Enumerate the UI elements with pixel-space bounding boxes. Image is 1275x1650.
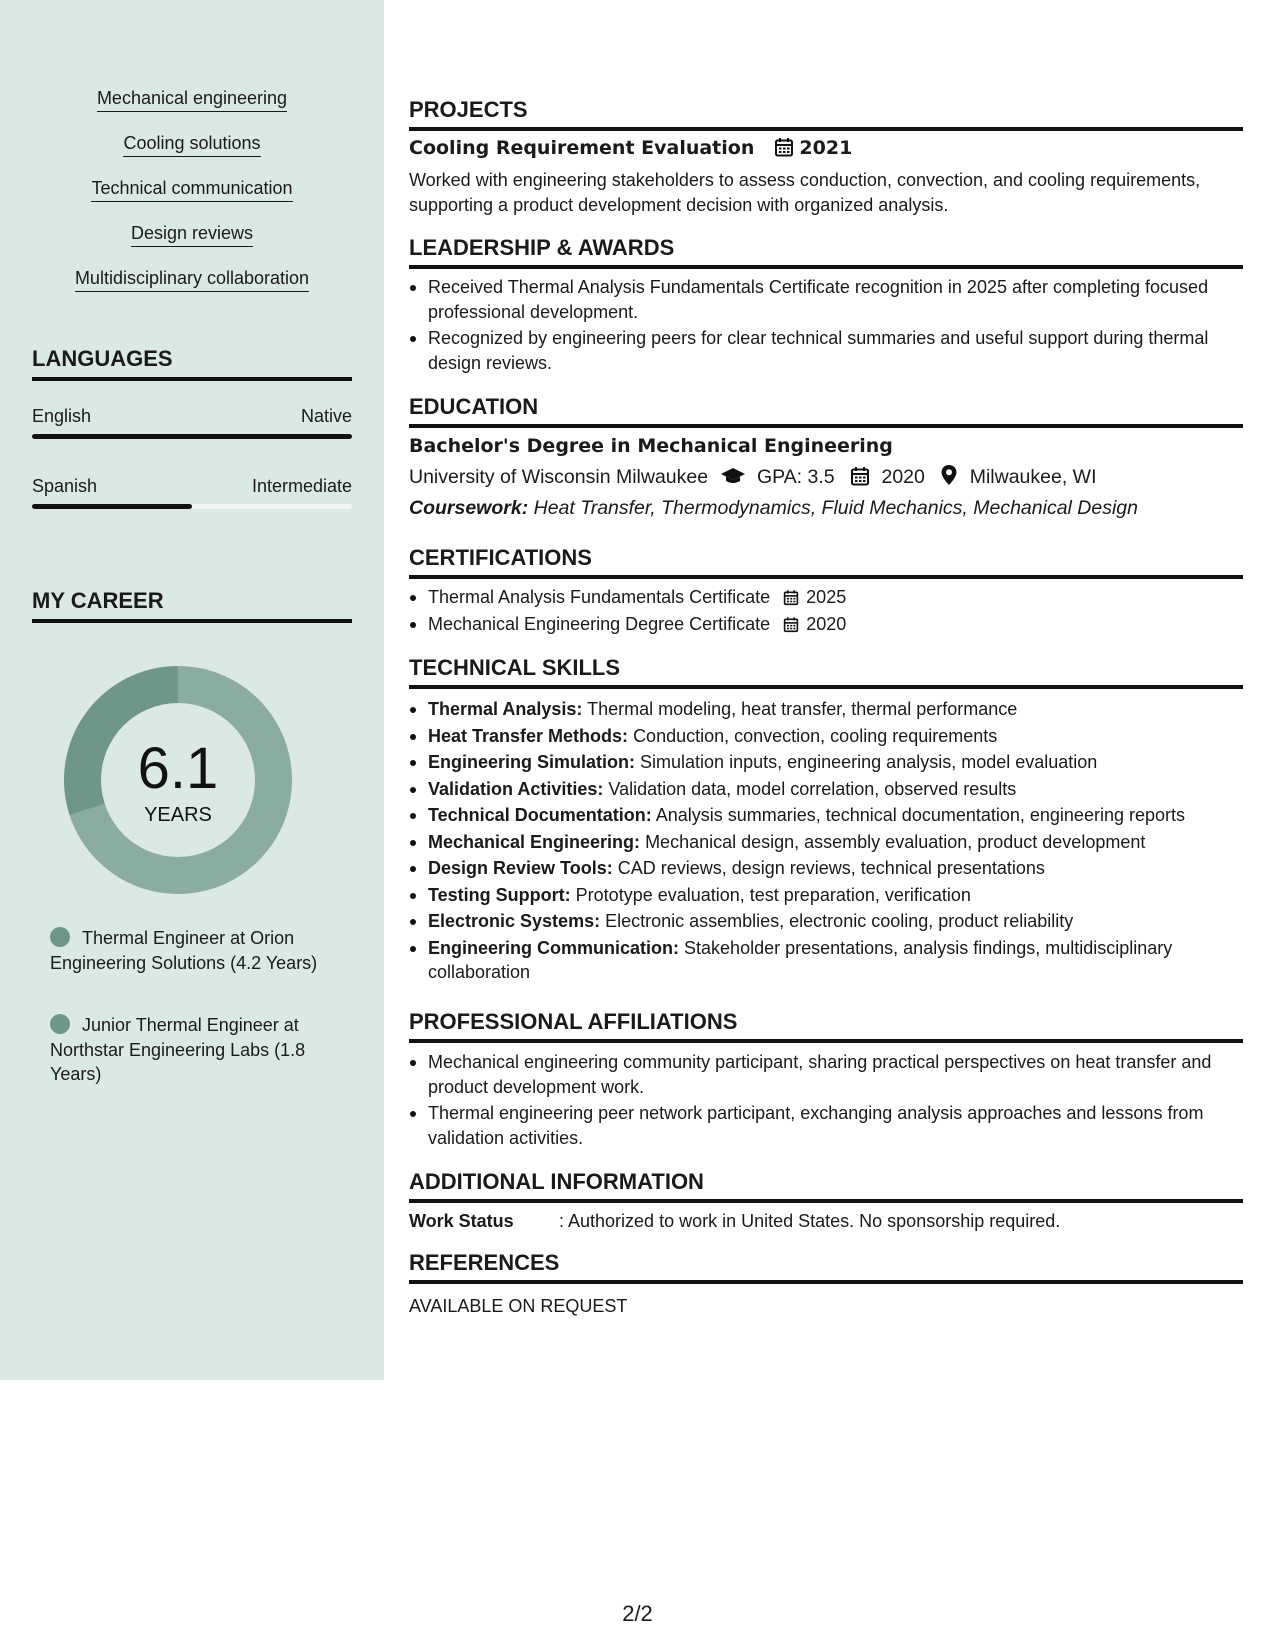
education-details: [409, 464, 1243, 490]
graduation-cap-icon: [720, 466, 746, 486]
language-level: Native: [300, 406, 352, 426]
certification-item: Thermal Analysis Fundamentals Certificate 2025: [409, 585, 1243, 610]
skill-line: Validation Activities: Validation data, model correlation, observed results: [409, 777, 1243, 802]
project-title: Cooling Requirement Evaluation: [409, 137, 755, 159]
project-title-row: [409, 136, 1243, 161]
skill-line: Engineering Communication: Stakeholder presentations, analysis findings, multidisciplinary collaboration: [409, 936, 1243, 985]
language-bar: [32, 504, 352, 509]
skill-line: Heat Transfer Methods: Conduction, convection, cooling requirements: [409, 724, 1243, 749]
skill-item: Mechanical engineering: [0, 86, 384, 131]
career-total: 6.1: [137, 736, 219, 801]
sidebar: [0, 0, 384, 1380]
career-unit: YEARS: [144, 804, 212, 826]
skill-line: Mechanical Engineering: Mechanical design, assembly evaluation, product development: [409, 830, 1243, 855]
degree-title: Bachelor's Degree in Mechanical Engineering: [409, 435, 893, 457]
leadership-list: [409, 275, 1243, 377]
graduation-year: 2020: [881, 466, 925, 488]
skill-item: Design reviews: [0, 221, 384, 266]
calendar-icon: [850, 466, 870, 486]
location: Milwaukee, WI: [969, 466, 1097, 488]
coursework-list: Heat Transfer, Thermodynamics, Fluid Mechanics, Mechanical Design: [533, 497, 1139, 519]
skill-line: Design Review Tools: CAD reviews, design reviews, technical presentations: [409, 856, 1243, 881]
skill-line: Thermal Analysis: Thermal modeling, heat transfer, thermal performance: [409, 697, 1243, 722]
work-status-label: Work Status: [409, 1211, 514, 1231]
technical-skills-list: [409, 697, 1243, 987]
list-item: Received Thermal Analysis Fundamentals Certificate recognition in 2025 after completing focused professional development.: [409, 275, 1243, 324]
affiliations-heading: PROFESSIONAL AFFILIATIONS: [409, 1008, 1243, 1043]
language-level: Intermediate: [251, 476, 352, 496]
references-text: AVAILABLE ON REQUEST: [409, 1296, 628, 1316]
career-donut-chart: [64, 666, 292, 894]
skills-list: [0, 86, 384, 311]
skill-line: Electronic Systems: Electronic assemblies, electronic cooling, product reliability: [409, 909, 1243, 934]
language-bar: [32, 434, 352, 439]
additional-info-heading: ADDITIONAL INFORMATION: [409, 1168, 1243, 1203]
list-item: Mechanical engineering community participant, sharing practical perspectives on heat transfer and product development work.: [409, 1050, 1243, 1099]
certification-item: Mechanical Engineering Degree Certificate 2020: [409, 612, 1243, 637]
calendar-icon: [783, 589, 799, 606]
certifications-heading: CERTIFICATIONS: [409, 544, 1243, 579]
skill-line: Testing Support: Prototype evaluation, test preparation, verification: [409, 883, 1243, 908]
language-name: English: [32, 406, 92, 426]
legend-dot: [50, 1014, 70, 1034]
gpa: GPA: 3.5: [756, 466, 835, 488]
language-row: [32, 474, 352, 498]
projects-heading: PROJECTS: [409, 96, 1243, 131]
work-status-value: : Authorized to work in United States. No sponsorship required.: [559, 1211, 1061, 1231]
career-item: Junior Thermal Engineer at Northstar Engineering Labs (1.8 Years): [50, 1015, 306, 1084]
skill-line: Technical Documentation: Analysis summaries, technical documentation, engineering reports: [409, 803, 1243, 828]
skill-line: Engineering Simulation: Simulation inputs, engineering analysis, model evaluation: [409, 750, 1243, 775]
skill-item: Technical communication: [0, 176, 384, 221]
languages-heading: LANGUAGES: [32, 345, 352, 381]
map-pin-icon: [940, 464, 958, 486]
project-year: 2021: [799, 137, 853, 159]
coursework-label: Coursework:: [409, 497, 529, 519]
education-heading: EDUCATION: [409, 393, 1243, 428]
skill-item: Cooling solutions: [0, 131, 384, 176]
language-bar-fill: [32, 504, 192, 509]
technical-skills-heading: TECHNICAL SKILLS: [409, 654, 1243, 689]
coursework: [409, 496, 1243, 521]
project-description: Worked with engineering stakeholders to assess conduction, convection, and cooling requirements, supporting a product development decision with organized analysis.: [409, 170, 1201, 215]
leadership-heading: LEADERSHIP & AWARDS: [409, 234, 1243, 269]
career-heading: MY CAREER: [32, 587, 352, 623]
certifications-list: [409, 585, 1243, 638]
calendar-icon: [783, 616, 799, 633]
references-heading: REFERENCES: [409, 1249, 1243, 1284]
language-name: Spanish: [32, 476, 98, 496]
language-bar-fill: [32, 434, 352, 439]
list-item: Recognized by engineering peers for clear technical summaries and useful support during thermal design reviews.: [409, 326, 1243, 375]
calendar-icon: [774, 137, 794, 157]
legend-dot: [50, 927, 70, 947]
list-item: Thermal engineering peer network participant, exchanging analysis approaches and lessons from validation activities.: [409, 1101, 1243, 1150]
work-status-row: [409, 1209, 1243, 1234]
affiliations-list: [409, 1050, 1243, 1152]
page-number: 2/2: [622, 1601, 653, 1626]
language-row: [32, 404, 352, 428]
career-item: Thermal Engineer at Orion Engineering Solutions (4.2 Years): [50, 928, 318, 973]
school-name: University of Wisconsin Milwaukee: [409, 466, 709, 488]
skill-item: Multidisciplinary collaboration: [0, 266, 384, 311]
